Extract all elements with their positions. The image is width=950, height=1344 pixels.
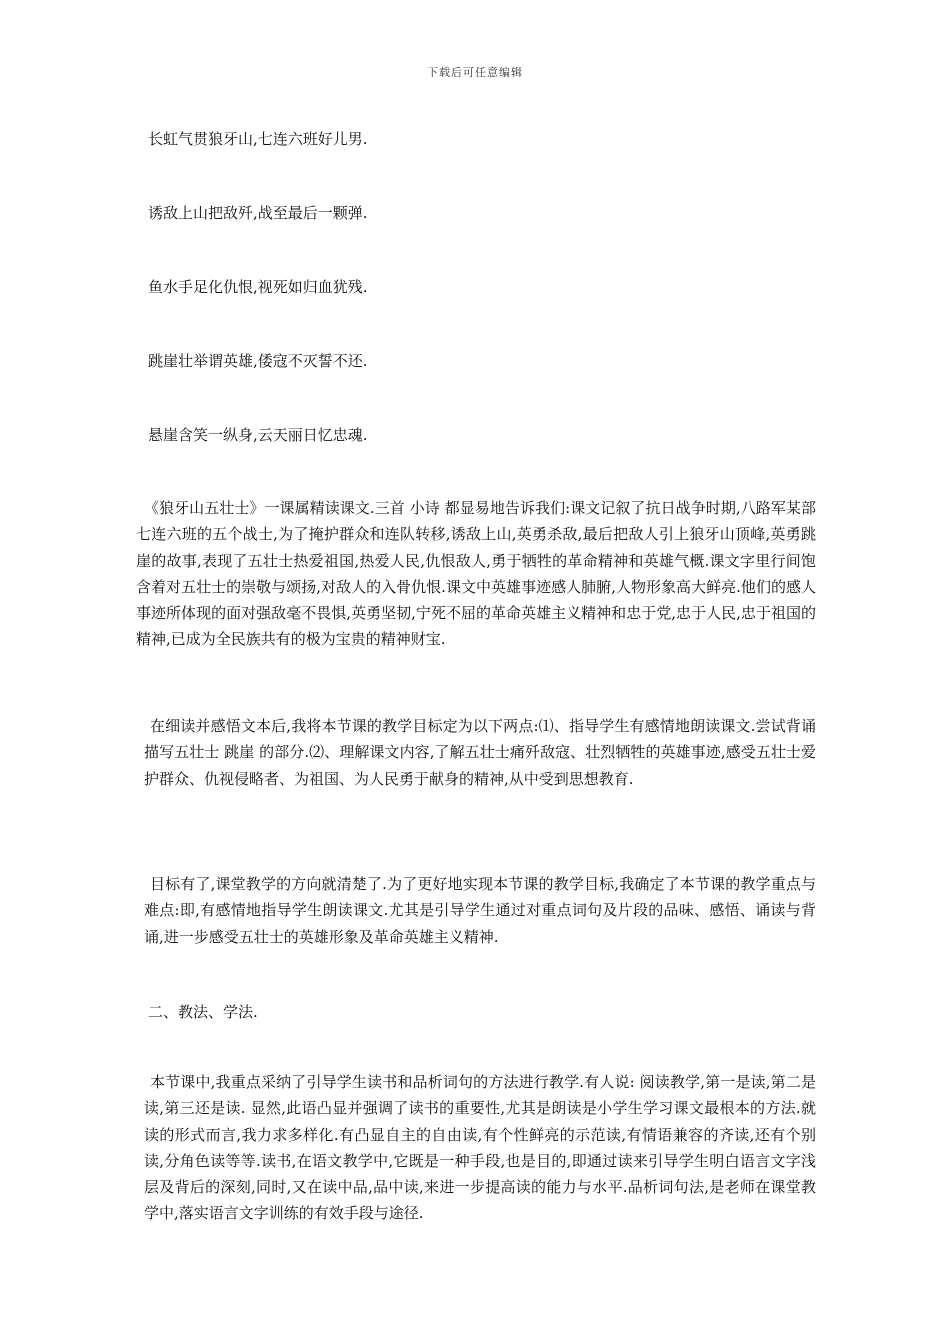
poem-line-2: 诱敌上山把敌歼,战至最后一颗弹.: [148, 204, 368, 222]
intro-paragraph: 《狼牙山五壮士》一课属精读课文.三首 小诗 都显易地告诉我们:课文记叙了抗日战争时期,八路军某部七连六班的五个战士,为了掩护群众和连队转移,诱敌上山,英勇杀敌,最后把敌人引上狼牙山顶峰,英勇跳崖的故事,表现了五壮士热爱祖国,热爱人民,仇恨敌人,勇于牺牲的革命精神和英雄气概.课文字里行间饱含着对五壮士的崇敬与颂扬,对敌人的入骨仇恨.课文中英雄事迹感人肺腑,人物形象高大鲜亮.他们的感人事迹所体现的面对强敌毫不畏惧,英勇坚韧,宁死不屈的革命英雄主义精神和忠于党,忠于人民,忠于祖国的精神,已成为全民族共有的极为宝贵的精神财宝.: [136, 499, 816, 649]
page-header: 下载后可任意编辑: [427, 66, 523, 79]
poem-line-3: 鱼水手足化仇恨,视死如归血犹残.: [148, 278, 368, 296]
goals-paragraph: 在细读并感悟文本后,我将本节课的教学目标定为以下两点:⑴、指导学生有感情地朗读课文.尝试背诵描写五壮士 跳崖 的部分.⑵、理解课文内容,了解五壮士痛歼敌寇、壮烈牺牲的英雄事迹,感受五壮士爱护群众、仇视侵略者、为祖国、为人民勇于献身的精神,从中受到思想教育.: [144, 717, 816, 788]
focus-paragraph: 目标有了,课堂教学的方向就清楚了.为了更好地实现本节课的教学目标,我确定了本节课的教学重点与难点:即,有感情地指导学生朗读课文.尤其是引导学生通过对重点词句及片段的品味、感悟、诵读与背诵,进一步感受五壮士的英雄形象及革命英雄主义精神.: [144, 875, 816, 946]
methods-paragraph: 本节课中,我重点采纳了引导学生读书和品析词句的方法进行教学.有人说: 阅读教学,第一是读,第二是读,第三还是读. 显然,此语凸显并强调了读书的重要性,尤其是朗读是小学生学习课文最根本的方法.就读的形式而言,我力求多样化.有凸显自主的自由读,有个性鲜亮的示范读,有情语兼容的齐读,还有个别读,分角色读等等.读书,在语文教学中,它既是一种手段,也是目的,即通过读来引导学生明白语言文字浅层及背后的深刻,同时,又在读中品,品中读,来进一步提高读的能力与水平.品析词句法,是老师在课堂教学中,落实语言文字训练的有效手段与途径.: [144, 1073, 816, 1223]
section-heading: 二、教法、学法.: [148, 1003, 258, 1021]
poem-line-4: 跳崖壮举谓英雄,倭寇不灭誓不还.: [148, 352, 368, 370]
poem-line-1: 长虹气贯狼牙山,七连六班好儿男.: [148, 130, 368, 148]
poem-line-5: 悬崖含笑一纵身,云天丽日忆忠魂.: [148, 426, 368, 444]
